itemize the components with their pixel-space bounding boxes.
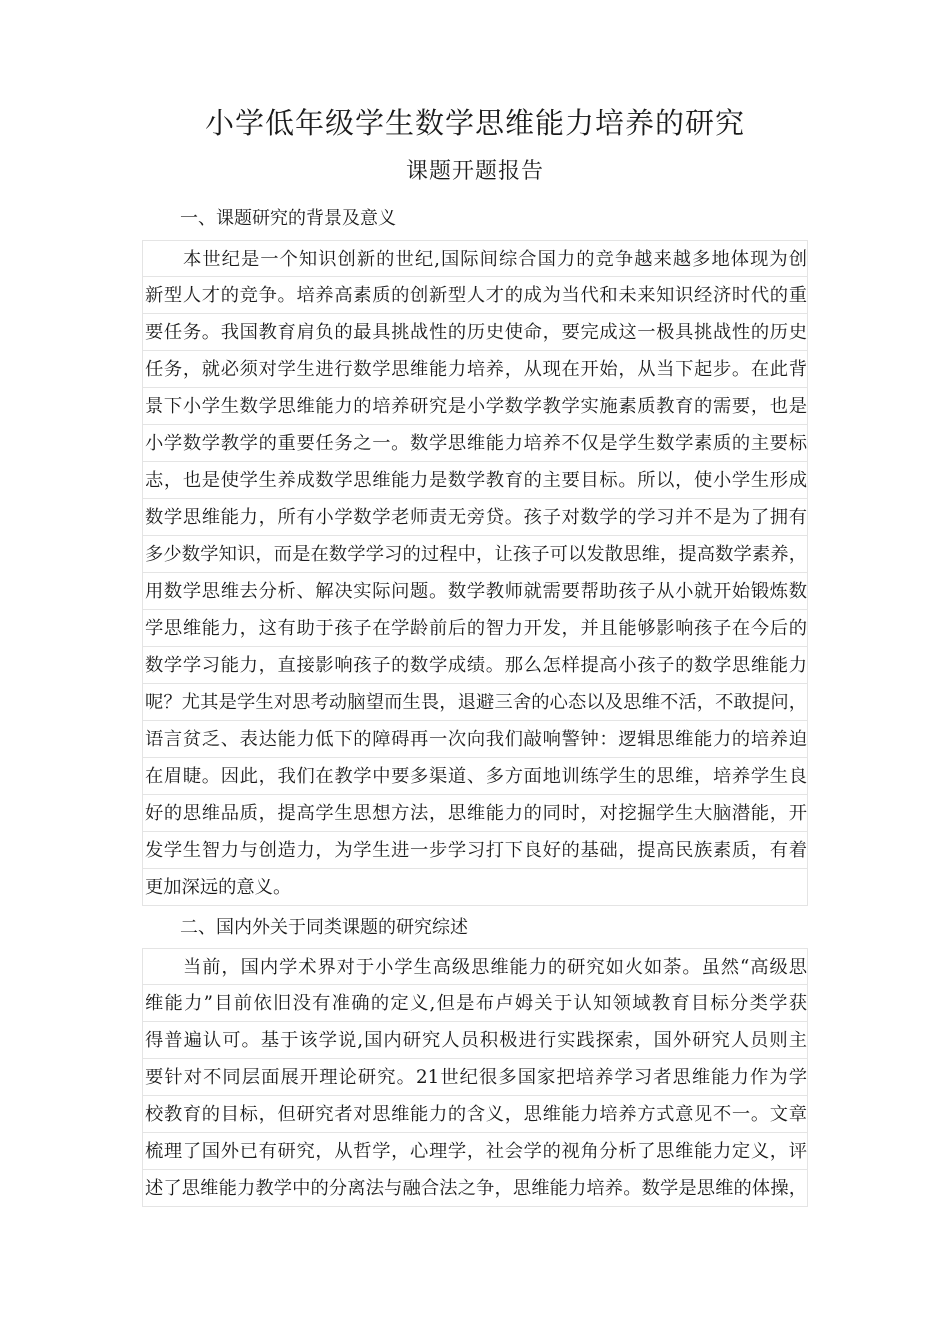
paragraph-line: 呢？尤其是学生对思考动脑望而生畏，退避三舍的心态以及思维不活，不敢提问， bbox=[142, 684, 808, 721]
paragraph-line: 要任务。我国教育肩负的最具挑战性的历史使命，要完成这一极具挑战性的历史 bbox=[142, 314, 808, 351]
paragraph-line: 当前，国内学术界对于小学生高级思维能力的研究如火如荼。虽然“高级思 bbox=[142, 948, 808, 985]
section-body-review bbox=[142, 948, 808, 1207]
paragraph-line: 新型人才的竞争。培养高素质的创新型人才的成为当代和未来知识经济时代的重 bbox=[142, 277, 808, 314]
paragraph-line: 得普遍认可。基于该学说,国内研究人员积极进行实践探索，国外研究人员则主 bbox=[142, 1022, 808, 1059]
paragraph-line: 数学学习能力，直接影响孩子的数学成绩。那么怎样提高小孩子的数学思维能力 bbox=[142, 647, 808, 684]
paragraph-line: 好的思维品质，提高学生思想方法，思维能力的同时，对挖掘学生大脑潜能，开 bbox=[142, 795, 808, 832]
paragraph-line: 要针对不同层面展开理论研究。21世纪很多国家把培养学习者思维能力作为学 bbox=[142, 1059, 808, 1096]
paragraph-line: 数学思维能力，所有小学数学老师责无旁贷。孩子对数学的学习并不是为了拥有 bbox=[142, 499, 808, 536]
paragraph-line: 在眉睫。因此，我们在教学中要多渠道、多方面地训练学生的思维，培养学生良 bbox=[142, 758, 808, 795]
paragraph-line: 维能力”目前依旧没有准确的定义,但是布卢姆关于认知领域教育目标分类学获 bbox=[142, 985, 808, 1022]
paragraph-line: 小学数学教学的重要任务之一。数学思维能力培养不仅是学生数学素质的主要标 bbox=[142, 425, 808, 462]
paragraph-line: 用数学思维去分析、解决实际问题。数学教师就需要帮助孩子从小就开始锻炼数 bbox=[142, 573, 808, 610]
section-heading-background: 一、课题研究的背景及意义 bbox=[180, 208, 396, 229]
paragraph-line: 学思维能力，这有助于孩子在学龄前后的智力开发，并且能够影响孩子在今后的 bbox=[142, 610, 808, 647]
document-title: 小学低年级学生数学思维能力培养的研究 bbox=[204, 106, 745, 140]
paragraph-line: 发学生智力与创造力，为学生进一步学习打下良好的基础，提高民族素质，有着 bbox=[142, 832, 808, 869]
section-heading-review: 二、国内外关于同类课题的研究综述 bbox=[180, 917, 468, 938]
paragraph-line: 景下小学生数学思维能力的培养研究是小学数学教学实施素质教育的需要，也是 bbox=[142, 388, 808, 425]
document-subtitle: 课题开题报告 bbox=[405, 159, 544, 184]
paragraph-line: 更加深远的意义。 bbox=[142, 869, 808, 906]
paragraph-line: 梳理了国外已有研究，从哲学，心理学，社会学的视角分析了思维能力定义，评 bbox=[142, 1133, 808, 1170]
paragraph-line: 语言贫乏、表达能力低下的障碍再一次向我们敲响警钟：逻辑思维能力的培养迫 bbox=[142, 721, 808, 758]
section-body-background bbox=[142, 240, 808, 906]
paragraph-line: 多少数学知识，而是在数学学习的过程中，让孩子可以发散思维，提高数学素养， bbox=[142, 536, 808, 573]
paragraph-line: 述了思维能力教学中的分离法与融合法之争，思维能力培养。数学是思维的体操， bbox=[142, 1170, 808, 1207]
paragraph-line: 志，也是使学生养成数学思维能力是数学教育的主要目标。所以，使小学生形成 bbox=[142, 462, 808, 499]
paragraph-line: 校教育的目标，但研究者对思维能力的含义，思维能力培养方式意见不一。文章 bbox=[142, 1096, 808, 1133]
paragraph-line: 本世纪是一个知识创新的世纪,国际间综合国力的竞争越来越多地体现为创 bbox=[142, 240, 808, 277]
paragraph-line: 任务，就必须对学生进行数学思维能力培养，从现在开始，从当下起步。在此背 bbox=[142, 351, 808, 388]
